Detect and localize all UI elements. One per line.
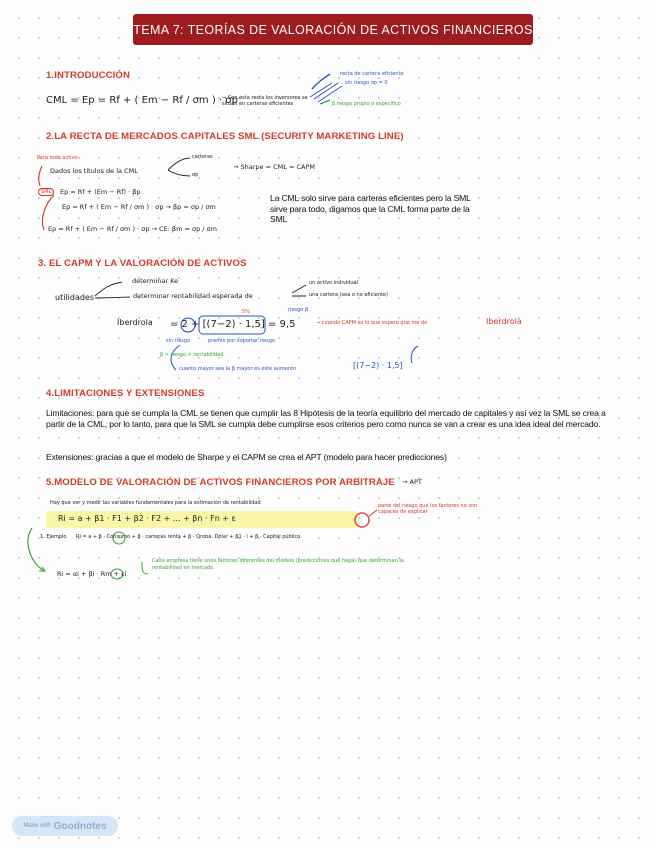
capm-red-iberdrola: Iberdrola bbox=[486, 317, 522, 326]
premio-riesgo-note: premio por soportar riesgo bbox=[208, 338, 275, 344]
blue-beta-note: cuanto mayor sea la β mayor es este aumento bbox=[179, 366, 297, 372]
section-heading-limitaciones: 4.LIMITACIONES Y EXTENSIONES bbox=[46, 388, 205, 399]
branch-sigma: σp bbox=[192, 172, 199, 178]
branch-carteras: carteras bbox=[192, 154, 213, 160]
apt-main-equation: Ri = a + β1 · F1 + β2 · F2 + ... + βn · Fn + ε bbox=[58, 514, 236, 523]
example-equation: Ri = a + β · Consumo + β · carteras renta + β · Oroba, Dólar + β1 · i + β · Capital público bbox=[76, 534, 301, 540]
apt-label: → APT bbox=[402, 478, 422, 486]
sml-equation-2: Ep = Rf + ( Em − Rf / σm ) · σp → βp = σp / σm bbox=[62, 203, 216, 211]
goodnotes-badge bbox=[12, 816, 118, 836]
determinar-rentabilidad: determinar rentabilidad esperada de bbox=[133, 292, 253, 300]
epsilon-note: parte del riesgo que los factores no son capaces de explicar bbox=[378, 503, 478, 515]
apt-intro: Hay que ver y medir las variables fundamentales para la estimación de rentabilidad bbox=[50, 500, 261, 506]
utilidades-label: utilidades bbox=[55, 293, 95, 302]
extensiones-paragraph: Extensiones: gracias a que el modelo de Sharpe y el CAPM se crea el APT (modelo para hacer predicciones) bbox=[46, 452, 447, 462]
riesgo-beta-note: riesgo β bbox=[288, 307, 309, 313]
blue-note-efficient: recta de cartera eficiente bbox=[340, 71, 404, 77]
sml-circle-label: SML bbox=[38, 188, 54, 196]
market-model-equation: Ri = αi + βi · Rm + εi bbox=[57, 570, 127, 578]
section-heading-arbitraje: 5.MODELO DE VALORACIÓN DE ACTIVOS FINANCIEROS POR ARBITRAJE bbox=[46, 477, 395, 488]
goodnotes-brand: Goodnotes bbox=[53, 820, 107, 832]
green-rule: β > riesgo > rentabilidad bbox=[160, 352, 224, 358]
cartera-note: una cartera (sea o no eficiente) bbox=[309, 292, 388, 298]
made-with-label: Made with bbox=[23, 823, 51, 829]
section-heading-sml: 2.LA RECTA DE MERCADOS CAPITALES SML (SECURITY MARKETING LINE) bbox=[46, 131, 404, 142]
blue-note-no-risk: sin riesgo σp = 0 bbox=[345, 80, 388, 86]
beta-percent-note: 5% bbox=[242, 309, 250, 315]
sml-equation-1: Ep = Rf + (Em − Rf) · βp bbox=[60, 188, 141, 196]
capm-red-note: → cuando CAPM es lo que espero que me de bbox=[316, 320, 428, 326]
sml-equation-3: Ep = Rf + ( Em − Rf / σm ) · σp → CE: βm = σp / σm bbox=[48, 225, 217, 233]
section-heading-capm: 3. EL CAPM Y LA VALORACIÓN DE ACTIVOS bbox=[38, 258, 247, 269]
activo-individual: un activo individual bbox=[309, 280, 358, 286]
sin-riesgo-note: sin riesgo bbox=[166, 338, 191, 344]
blue-bracket: [(7−2) · 1,5] bbox=[353, 361, 403, 370]
sharpe-equivalence: → Sharpe = CML = CAPM bbox=[233, 163, 315, 171]
cml-sml-typed-note: La CML solo sirve para carteras eficientes pero la SML sirve para todo, digamos que la CML forma parte de la SML bbox=[270, 193, 471, 225]
iberdrola-label: Iberdrola bbox=[117, 318, 153, 327]
cml-equation: CML = Ep = Rf + ( Em − Rf / σm ) · σp bbox=[46, 95, 238, 106]
capm-calculation: = 2 + [(7−2) · 1,5] = 9,5 bbox=[170, 319, 296, 330]
page-title: TEMA 7: TEORÍAS DE VALORACIÓN DE ACTIVOS FINANCIEROS bbox=[133, 14, 533, 45]
section-heading-introduccion: 1.INTRODUCCIÓN bbox=[46, 70, 131, 81]
green-note-risk: β riesgo propio o específico bbox=[332, 101, 401, 107]
green-factors-note: Cada empresa tiene unos factores diferentes del modelo (predicciones que haga) que determinan la rentabilidad en mercado bbox=[152, 558, 404, 571]
cml-note: → Con esta recta los inversores se sitúan en carteras eficientes bbox=[222, 95, 308, 107]
red-tag-all-assets: Para todo activo bbox=[37, 155, 78, 161]
determinar-ke: determinar Ke bbox=[132, 277, 179, 285]
example-label: 1. Ejemplo bbox=[40, 534, 67, 540]
limitaciones-paragraph: Limitaciones: para que se cumpla la CML se tienen que cumplir las 8 Hipótesis de la teoría equilibrio del mercado de capitales y así vez la SML se crea a partir de la CML, por lo tanto, para que la SML se cumpla debe cumplirse esos criterios pero como nunca se van a crear es una idea ideal del mercado. bbox=[46, 408, 606, 430]
dados-text: Dados los títulos de la CML bbox=[50, 167, 138, 175]
